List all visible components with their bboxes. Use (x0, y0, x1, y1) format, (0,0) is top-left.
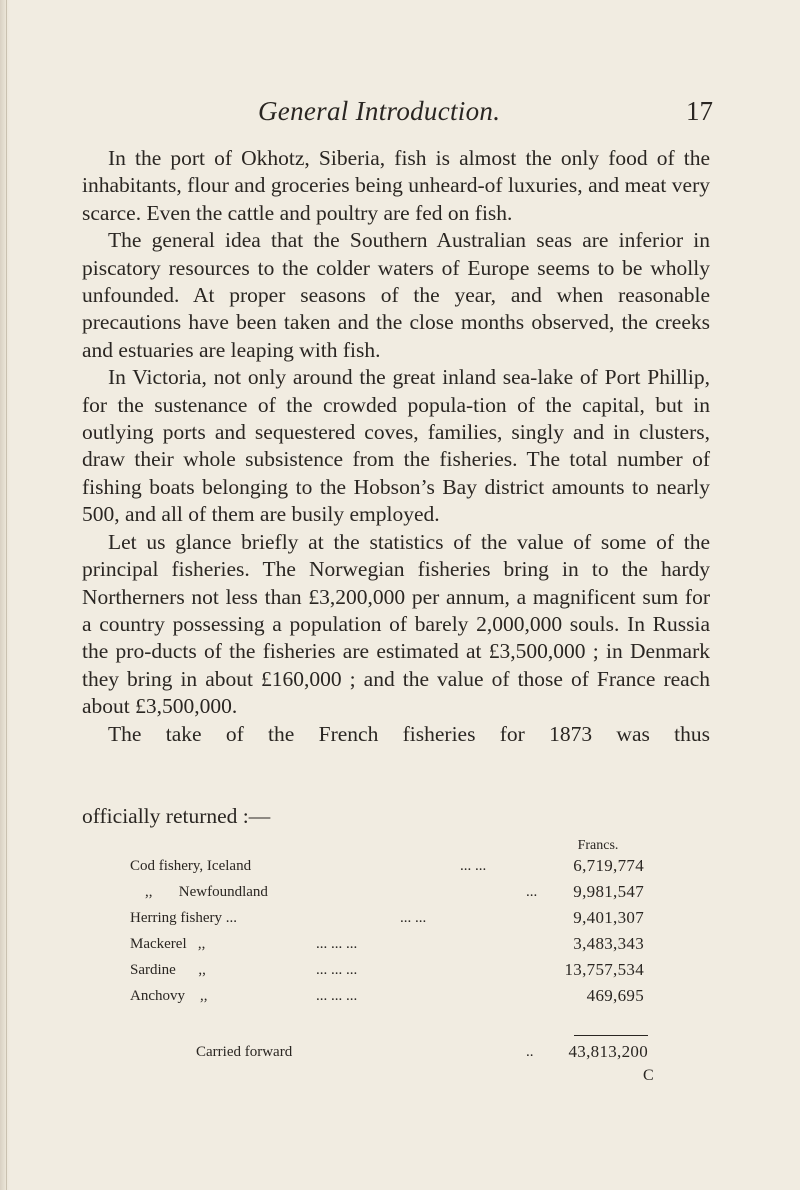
page-number: 17 (686, 96, 713, 126)
paragraph: The take of the French fisheries for 1873 was thus (108, 721, 710, 746)
row-leader-dots: ... (526, 884, 538, 900)
row-label: Sardine ,, (130, 962, 206, 978)
table-row (0, 988, 800, 1012)
row-label: Cod fishery, Iceland (130, 858, 252, 874)
row-value: 9,401,307 (573, 908, 644, 927)
row-leader-dots: ... ... (400, 910, 427, 926)
table-row (0, 910, 800, 934)
sum-rule (574, 1035, 648, 1036)
row-label: Herring fishery ... (130, 910, 238, 926)
table-row (0, 858, 800, 882)
row-value: 9,981,547 (573, 882, 644, 901)
row-leader-dots: ... ... (460, 858, 487, 874)
carried-forward-total: 43,813,200 (568, 1042, 648, 1061)
row-label: Anchovy ,, (130, 988, 208, 1004)
carried-forward-label: Carried forward (196, 1044, 293, 1060)
row-label: ,, Newfoundland (130, 884, 268, 900)
table-row (0, 962, 800, 986)
paragraph: In the port of Okhotz, Siberia, fish is almost the only food of the inhabitants, flour and groceries being unheard-of luxuries, and meat very scarce. Even the cattle and poultry are fed on fish. (82, 146, 710, 225)
row-value: 13,757,534 (564, 960, 644, 979)
row-value: 6,719,774 (573, 856, 644, 875)
signature-mark: C (643, 1067, 654, 1084)
francs-column-header: Francs. (577, 838, 619, 853)
row-value: 469,695 (586, 986, 644, 1005)
table-row (0, 884, 800, 908)
total-leader-dots: .. (526, 1044, 534, 1060)
running-title: General Introduction. (258, 96, 501, 126)
row-label: Mackerel ,, (130, 936, 206, 952)
table-row (0, 936, 800, 960)
officially-returned-line: officially returned :— (82, 804, 271, 828)
paragraph: The general idea that the Southern Australian seas are inferior in piscatory resources to the colder waters of Europe seems to be wholly unfounded. At proper seasons of the year, and when reasonable precautions have been taken and the close months observed, the creeks and estuaries are leaping with fish. (82, 228, 710, 362)
row-leader-dots: ... ... ... (316, 936, 358, 952)
paragraph: Let us glance briefly at the statistics of the value of some of the principal fisheries. The Norwegian fisheries bring in to the hardy Northerners not less than £3,200,000 per annum, a magnificent sum for a country possessing a population of barely 2,000,000 souls. In Russia the pro-ducts of the fisheries are estimated at £3,500,000 ; in Denmark they bring in about £160,000 ; and the value of those of France reach about £3,500,000. (82, 529, 710, 719)
paragraph: In Victoria, not only around the great inland sea-lake of Port Phillip, for the sustenance of the crowded popula-tion of the capital, but in outlying ports and sequestered coves, families, singly and in clusters, draw their whole subsistence from the fisheries. The total number of fishing boats belonging to the Hobson’s Bay district amounts to nearly 500, and all of them are busily employed. (82, 365, 710, 527)
row-leader-dots: ... ... ... (316, 962, 358, 978)
row-leader-dots: ... ... ... (316, 988, 358, 1004)
row-value: 3,483,343 (573, 934, 644, 953)
